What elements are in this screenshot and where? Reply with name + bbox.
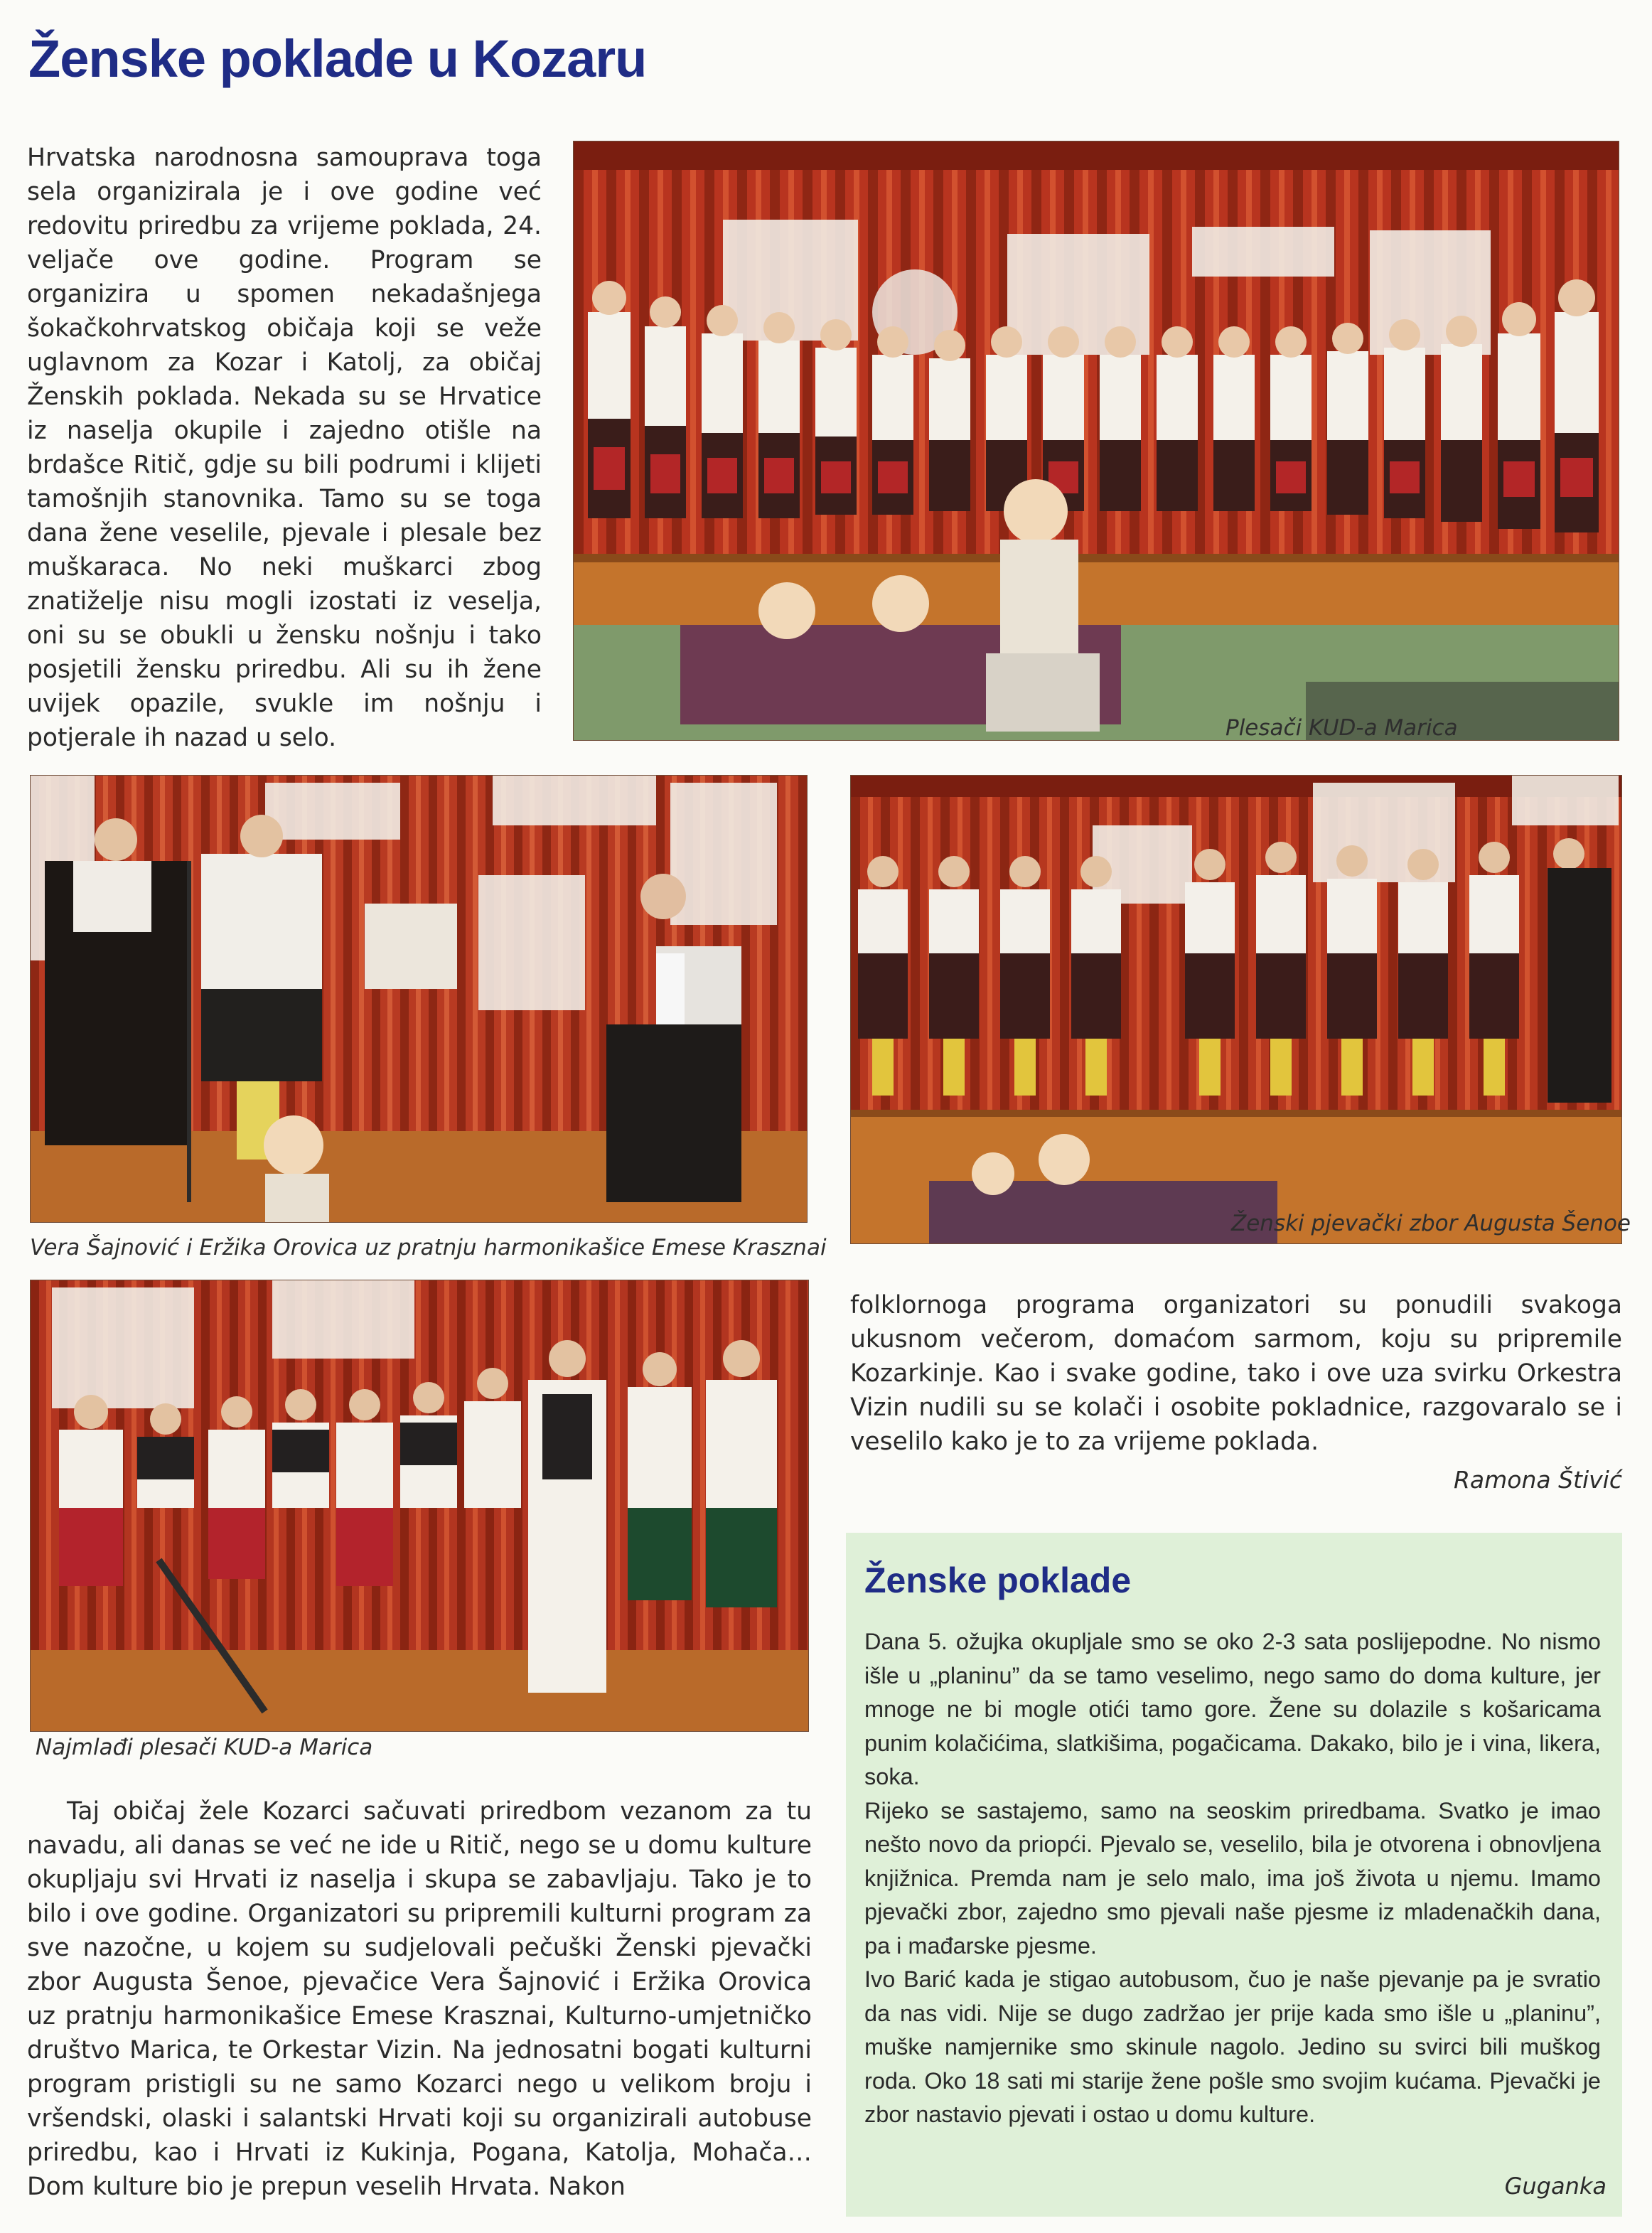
photo-singers-accordion (30, 775, 808, 1223)
photo-youngest-illustration (31, 1280, 808, 1731)
article-author: Ramona Štivić (1453, 1466, 1622, 1494)
photo-womens-choir (850, 775, 1622, 1244)
photo-dancers-caption: Plesači KUD-a Marica (1225, 715, 1458, 741)
article-intro: Hrvatska narodnosna samouprava toga sela organizirala je i ove godine već redovitu priredbu za vrijeme poklada, 24. veljače ove godine. Program se organizira u spomen nekadašnjega šokačkohrvatskog običaja koji se veže uglavnom za Kozar i Katolj, za običaj Ženskih poklada. Nekada su se Hrvatice iz naselja okupile i zajedno otišle na brdašce Ritič, gdje su bili podrumi i klijeti tamošnjih stanovnika. Tamo su se toga dana žene veselile, pjevale i plesale bez muškaraca. No neki muškarci zbog znatiželje nisu mogli izostati iz veselja, oni su se obukli u žensku nošnju i tako posjetili žensku priredbu. Ali su ih žene uvijek opazile, svukle im nošnju i potjerale ih nazad u selo. (27, 144, 542, 752)
photo-singers-caption: Vera Šajnović i Eržika Orovica uz pratnju harmonikašice Emese Krasznai (30, 1235, 827, 1260)
sidebar-paragraph: Ivo Barić kada je stigao autobusom, čuo je naše pjevanje pa je svratio da nas vidi. Nije se dugo zadržao jer prije kada smo išle u „planinu”, muške namjernike smo skinule nagolo. Jedino su svirci bili muškog roda. Oko 18 sati mi starije žene pošle smo svojim kućama. Pjevački je zbor nastavio pjevati i ostao u domu kulture. (864, 1966, 1601, 2127)
article-body: Taj običaj žele Kozarci sačuvati priredbom vezanom za tu navadu, ali danas se već ne ide u Ritič, nego se u domu kulture okupljaju svi Hrvati iz naselja i skupa se zabavljaju. Tako je to bilo i ove godine. Organizatori su pripremili kulturni program za sve nazočne, u kojem su sudjelovali pečuški Ženski pjevački zbor Augusta Šenoe, pjevačice Vera Šajnović i Eržika Orovica uz pratnju harmonikašice Emese Krasznai, Kulturno-umjetničko društvo Marica, te Orkestar Vizin. Na jednosatni bogati kulturni program pristigli su ne samo Kozarci nego u velikom broju i vršendski, olaski i salantski Hrvati koji su organizirali autobuse priredbu, kao i Hrvati iz Kukinja, Pogana, Katolja, Mohača… Dom kulture bio je prepun veselih Hrvata. Nakon (27, 1797, 812, 2201)
photo-choir-caption: Ženski pjevački zbor Augusta Šenoe (1231, 1211, 1631, 1236)
article-title: Ženske poklade u Kozaru (28, 29, 647, 88)
sidebar-author: Guganka (1504, 2173, 1607, 2200)
sidebar-paragraph: Rijeko se sastajemo, samo na seoskim priredbama. Svatko je imao nešto novo da priopći. Pjevalo se, veselilo, bila je otvorena i obnovljena knjižnica. Premda nam je selo malo, ima još života u njemu. Imamo pjevački zbor, zajedno smo pjevali naše pjesme iz mladenačkih dana, pa i mađarske pjesme. (864, 1797, 1601, 1959)
photo-singers-illustration (31, 776, 807, 1222)
photo-dancers-illustration (574, 141, 1619, 740)
sidebar-text (864, 1625, 1601, 2132)
sidebar-paragraph: Dana 5. ožujka okupljale smo se oko 2-3 sata poslijepodne. No nismo išle u „planinu” da se tamo veselimo, nego samo do doma kulture, jer mnoge ne bi mogle otići tamo gore. Žene su dolazile s košaricama punim kolačićima, slatkišima, pogačicama. Dakako, bilo je i vina, likera, soka. (864, 1629, 1601, 1789)
sidebar-box (846, 1533, 1622, 2217)
photo-dancers-stage (573, 141, 1619, 741)
article-continuation: folklornoga programa organizatori su ponudili svakoga ukusnom večerom, domaćom sarmom, koju su pripremile Kozarkinje. Kao i svake godine, tako i ove uza svirku Orkestra Vizin nudili su se kolači i osobite pokladnice, razgovaralo se i veselilo kako je to za vrijeme poklada. (850, 1291, 1622, 1456)
photo-youngest-dancers (30, 1280, 809, 1732)
photo-youngest-caption: Najmlađi plesači KUD-a Marica (36, 1735, 373, 1760)
photo-choir-illustration (851, 776, 1621, 1243)
sidebar-title: Ženske poklade (864, 1560, 1132, 1600)
